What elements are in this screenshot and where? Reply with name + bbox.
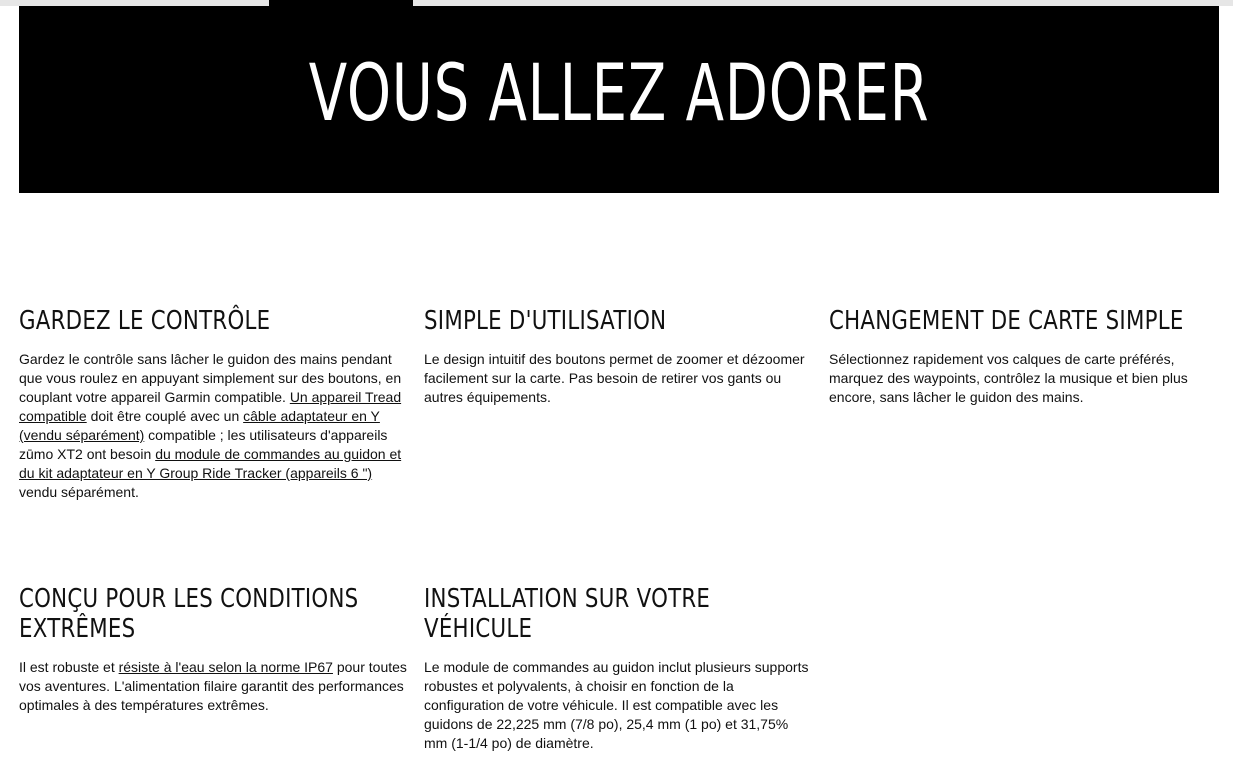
feature-title: SIMPLE D'UTILISATION bbox=[424, 306, 667, 336]
feature-title: CONÇU POUR LES CONDITIONS EXTRÊMES bbox=[19, 584, 359, 644]
feature-map-switching bbox=[829, 306, 1219, 407]
feature-text: Gardez le contrôle sans lâcher le guidon des mains pendant que vous roulez en appuyant simplement sur des boutons, en couplant votre appareil Garmin compatible. bbox=[19, 351, 402, 405]
feature-title: INSTALLATION SUR VOTRE VÉHICULE bbox=[424, 584, 711, 644]
feature-description: Le design intuitif des boutons permet de zoomer et dézoomer facilement sur la carte. Pas besoin de retirer vos gants ou autres équipements. bbox=[424, 351, 805, 405]
y-adapter-cable-link[interactable]: câble adaptateur en Y (vendu séparément) bbox=[19, 408, 380, 443]
hero-title: VOUS ALLEZ ADORER bbox=[308, 48, 930, 139]
feature-easy-to-use bbox=[424, 306, 814, 407]
feature-title: GARDEZ LE CONTRÔLE bbox=[19, 306, 271, 336]
feature-vehicle-installation bbox=[424, 584, 814, 753]
feature-extreme-conditions bbox=[19, 584, 409, 715]
handlebar-module-kit-link[interactable]: du module de commandes au guidon et du kit adaptateur en Y Group Ride Tracker (appareils 6 ") bbox=[19, 446, 402, 481]
feature-description bbox=[19, 350, 409, 502]
feature-text: compatible ; les utilisateurs d'appareils zūmo XT2 ont besoin bbox=[19, 427, 388, 462]
ip67-water-rating-link[interactable]: résiste à l'eau selon la norme IP67 bbox=[118, 659, 333, 675]
feature-keep-control bbox=[19, 306, 409, 502]
feature-title: CHANGEMENT DE CARTE SIMPLE bbox=[829, 306, 1184, 336]
hero-banner bbox=[19, 6, 1219, 193]
compatible-tread-device-link[interactable]: Un appareil Tread compatible bbox=[19, 389, 402, 424]
feature-description: Sélectionnez rapidement vos calques de carte préférés, marquez des waypoints, contrôlez la musique et bien plus encore, sans lâcher le guidon des mains. bbox=[829, 351, 1188, 405]
feature-description bbox=[19, 658, 409, 715]
feature-description: Le module de commandes au guidon inclut plusieurs supports robustes et polyvalents, à choisir en fonction de la configuration de votre véhicule. Il est compatible avec les guidons de 22,225 mm (7/8 po), 25,4 mm (1 po) et 31,75% mm (1-1/4 po) de diamètre. bbox=[424, 659, 809, 751]
feature-text: doit être couplé avec un bbox=[86, 408, 244, 424]
feature-text: pour toutes vos aventures. L'alimentation filaire garantit des performances optimales à des températures extrêmes. bbox=[19, 659, 407, 713]
feature-text: vendu séparément. bbox=[19, 484, 139, 500]
feature-text: Il est robuste et bbox=[19, 659, 119, 675]
